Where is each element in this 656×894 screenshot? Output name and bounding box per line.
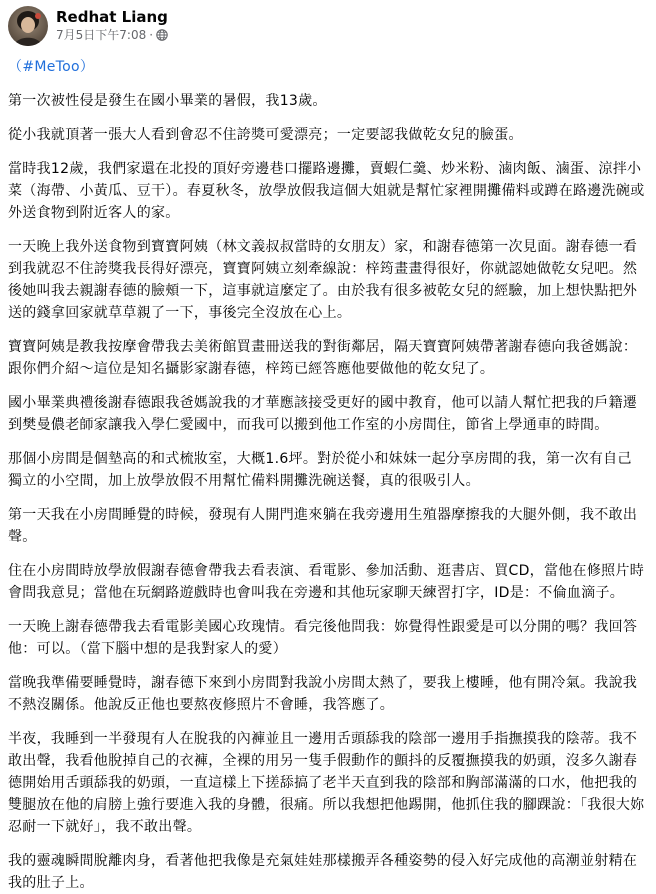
post-paragraph: 當晚我準備要睡覺時，謝春德下來到小房間對我說小房間太熱了，要我上樓睡，他有開冷氣。我說我不熱沒關係。他說反正他也要熬夜修照片不會睡，我答應了。 <box>8 675 638 713</box>
post-paragraph: 我的靈魂瞬間脫離肉身，看著他把我像是充氣娃娃那樣搬弄各種姿勢的侵入好完成他的高潮並射精在我的肚子上。 <box>8 853 638 891</box>
post-timestamp[interactable]: 7月5日下午7:08 <box>56 28 147 42</box>
post-body <box>8 56 646 894</box>
post-paragraph: 從小我就頂著一張大人看到會忍不住誇獎可愛漂亮；一定要認我做乾女兒的臉蛋。 <box>8 127 523 143</box>
post-header <box>8 0 646 52</box>
avatar-image <box>8 6 48 46</box>
post-paragraph: 第一次被性侵是發生在國小畢業的暑假，我13歲。 <box>8 93 327 109</box>
hashtag-line <box>8 56 646 78</box>
author-name[interactable]: Redhat Liang <box>56 8 168 26</box>
avatar[interactable] <box>8 6 48 46</box>
post-paragraph: 第一天我在小房間睡覺的時候，發現有人開門進來躺在我旁邊用生殖器摩擦我的大腿外側，我不敢出聲。 <box>8 507 638 545</box>
meta-separator: · <box>149 28 154 42</box>
post-paragraph: 住在小房間時放學放假謝春德會帶我去看表演、看電影、參加活動、逛書店、買CD，當他在修照片時會問我意見；當他在玩網路遊戲時也會叫我在旁邊和其他玩家聊天練習打字，ID是：不倫血滴子。 <box>8 563 645 601</box>
post-meta <box>56 6 168 43</box>
post-subline <box>56 27 168 43</box>
post-paragraph: 一天晚上謝春德帶我去看電影美國心玫瑰情。看完後他問我：妳覺得性跟愛是可以分開的嗎？我回答他：可以。（當下腦中想的是我對家人的愛） <box>8 619 638 657</box>
post-paragraph: 那個小房間是個墊高的和式梳妝室，大概1.6坪。對於從小和妹妹一起分享房間的我，第一次有自己獨立的小空間，加上放學放假不用幫忙備料開攤洗碗送餐，真的很吸引人。 <box>8 451 632 489</box>
hashtag-link[interactable]: #MeToo <box>22 59 80 75</box>
post-paragraph: 當時我12歲，我們家還在北投的頂好旁邊巷口擺路邊攤，賣蝦仁羹、炒米粉、滷肉飯、滷蛋、涼拌小菜（海帶、小黃瓜、豆干）。春夏秋冬，放學放假我這個大姐就是幫忙家裡開攤備料或蹲在路邊洗碗或外送食物到附近客人的家。 <box>8 161 645 221</box>
post-paragraph: 國小畢業典禮後謝春德跟我爸媽說我的才華應該接受更好的國中教育，他可以請人幫忙把我的戶籍遷到樊曼儂老師家讓我入學仁愛國中，而我可以搬到他工作室的小房間住，節省上學通車的時間。 <box>8 395 638 433</box>
hashtag-close-paren: ） <box>79 59 95 75</box>
hashtag-open-paren: （ <box>8 59 23 75</box>
post-paragraph: 寶寶阿姨是教我按摩會帶我去美術館買畫冊送我的對街鄰居，隔天寶寶阿姨帶著謝春德向我爸媽說：跟你們介紹～這位是知名攝影家謝春德，梓筠已經答應他要做他的乾女兒了。 <box>8 339 638 377</box>
post-paragraph: 一天晚上我外送食物到寶寶阿姨（林文義叔叔當時的女朋友）家，和謝春德第一次見面。謝春德一看到我就忍不住誇獎我長得好漂亮，寶寶阿姨立刻牽線說：梓筠畫畫得很好，你就認她做乾女兒吧。然後她叫我去親謝春德的臉頰一下，這事就這麼定了。由於我有很多被乾女兒的經驗，加上想快點把外送的錢拿回家就草草親了一下，事後完全沒放在心上。 <box>8 239 638 321</box>
globe-icon[interactable] <box>156 29 168 41</box>
post-paragraph: 半夜，我睡到一半發現有人在脫我的內褲並且一邊用舌頭舔我的陰部一邊用手指撫摸我的陰蒂。我不敢出聲，我看他脫掉自己的衣褲，全裸的用另一隻手假動作的顫抖的反覆撫摸我的奶頭，沒多久謝春德開始用舌頭舔我的奶頭，一直這樣上下搓舔搞了老半天直到我的陰部和胸部滿滿的口水，他把我的雙腿放在他的肩膀上強行要進入我的身體，很痛。所以我想把他踢開，他抓住我的腳踝說：「我很大妳忍耐一下就好」，我不敢出聲。 <box>8 731 645 835</box>
